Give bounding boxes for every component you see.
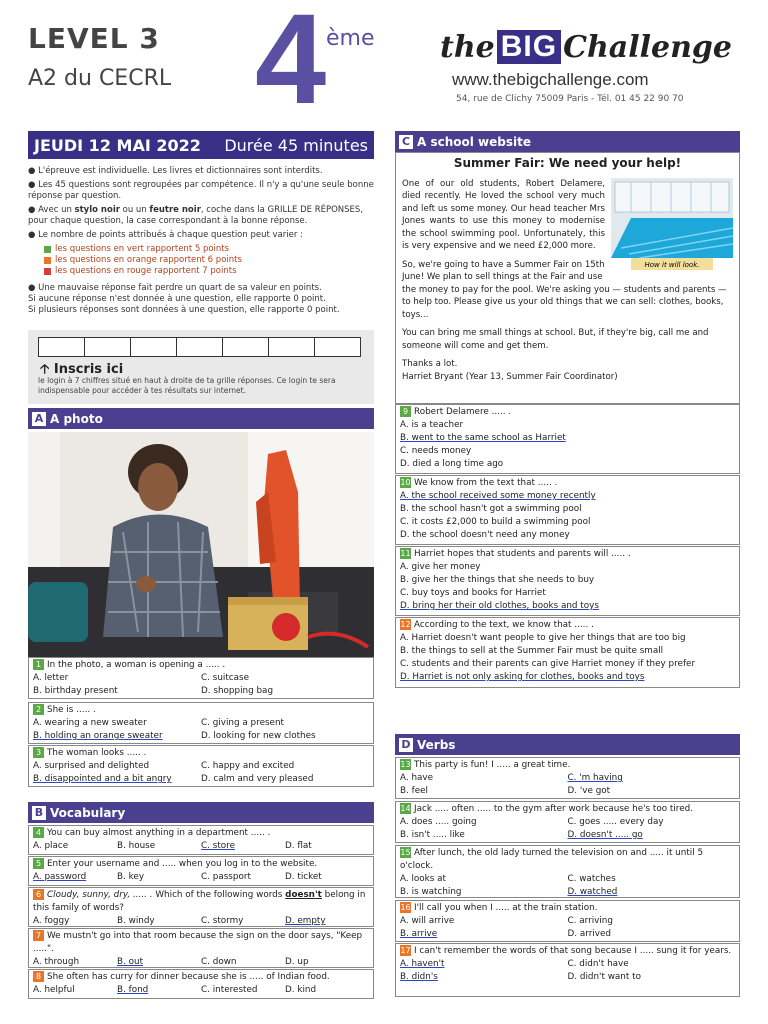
level-title: LEVEL 3 (28, 22, 160, 55)
answer-2b[interactable]: B. holding an orange sweater (33, 731, 163, 741)
question-1: 1 In the photo, a woman is opening a ..... . A. letter C. suitcase B. birthday present D. shopping bag (28, 657, 374, 699)
answer-14b[interactable]: B. isn't ..... like (400, 830, 465, 840)
answer-9b[interactable]: B. went to the same school as Harriet (400, 433, 566, 443)
answer-12a[interactable]: A. Harriet doesn't want people to give her things that are too big (400, 633, 686, 643)
answer-2c[interactable]: C. giving a present (201, 718, 284, 728)
answer-15c[interactable]: C. watches (567, 874, 616, 884)
article-paragraph-1: One of our old students, Robert Delamere, died recently. He loved the school very much and left us some money. Our head teacher Mrs Jones wants to use this money to modernise the school swimming pool. Unfortunately, this is very expensive and we need £2,000 more. (402, 178, 605, 251)
logo-big: BIG (497, 30, 561, 64)
exam-date: JEUDI 12 MAI 2022 (34, 135, 201, 155)
answer-1d[interactable]: D. shopping bag (201, 686, 274, 696)
answer-16c[interactable]: C. arriving (567, 916, 613, 926)
login-note: le login à 7 chiffres situé en haut à droite de ta grille réponses. Ce login te sera indispensable pour accéder à tes résultats sur internet. (38, 376, 336, 395)
grade-suffix: ème (326, 26, 375, 51)
question-6: 6 Cloudy, sunny, dry, ..... . Which of the following words doesn't belong in this family of words? A. foggy B. windy C. stormy D. empty (28, 887, 374, 927)
question-17: 17 I can't remember the words of that song because I ..... sung it for years. A. haven't C. didn't have B. didn's D. didn't want to (395, 943, 740, 997)
answer-5c[interactable]: C. passport (201, 872, 251, 882)
section-c-header: C A school website (395, 131, 740, 152)
answer-9d[interactable]: D. died a long time ago (400, 459, 504, 469)
answer-3a[interactable]: A. surprised and delighted (33, 761, 150, 771)
question-8: 8 She often has curry for dinner because she is ..... of Indian food. A. helpful B. fond C. interested D. kind (28, 969, 374, 999)
answer-3c[interactable]: C. happy and excited (201, 761, 295, 771)
answer-15b[interactable]: B. is watching (400, 887, 462, 897)
points-red: les questions en rouge rapportent 7 points (44, 266, 374, 277)
answer-9a[interactable]: A. is a teacher (400, 420, 464, 430)
answer-16d[interactable]: D. arrived (567, 929, 611, 939)
answer-7a[interactable]: A. through (33, 957, 80, 967)
login-digit-box[interactable] (268, 337, 315, 357)
answer-6a[interactable]: A. foggy (33, 916, 70, 926)
logo-the: the (440, 29, 495, 65)
login-title: 🡡 Inscris ici (40, 362, 124, 377)
article-title: Summer Fair: We need your help! (453, 156, 682, 170)
answer-9c[interactable]: C. needs money (400, 446, 472, 456)
rule-3: ● Avec un stylo noir ou un feutre noir, coche dans la GRILLE DE RÉPONSES, pour chaque question, la case correspondant à la bonne réponse. (28, 205, 364, 226)
pool-caption: How it will look. (644, 260, 700, 269)
rule-6: Si aucune réponse n'est donnée à une question, elle rapporte 0 point. (28, 294, 326, 304)
answer-14a[interactable]: A. does ..... going (400, 817, 477, 827)
question-7: 7 We mustn't go into that room because the sign on the door says, "Keep .....". A. through B. out C. down D. up (28, 928, 374, 968)
answer-7c[interactable]: C. down (201, 957, 237, 967)
question-4: 4 You can buy almost anything in a department ..... . A. place B. house C. store D. flat (28, 825, 374, 855)
answer-8d[interactable]: D. kind (285, 985, 317, 995)
login-panel (28, 330, 374, 404)
answer-6d[interactable]: D. empty (285, 916, 326, 926)
answer-4b[interactable]: B. house (117, 841, 156, 851)
rule-5: ● Une mauvaise réponse fait perdre un quart de sa valeur en points. (28, 283, 322, 293)
answer-16a[interactable]: A. will arrive (400, 916, 455, 926)
answer-6b[interactable]: B. windy (117, 916, 155, 926)
article-thanks: Thanks a lot. (402, 359, 458, 369)
answer-14c[interactable]: C. goes ..... every day (567, 817, 664, 827)
points-orange: les questions en orange rapportent 6 points (44, 255, 374, 266)
article-paragraph-3: You can bring me small things at school. But, if they're big, call me and someone will come and get them. (402, 328, 709, 351)
answer-10c[interactable]: C. it costs £2,000 to build a swimming pool (400, 517, 591, 527)
section-b-header: B Vocabulary (28, 802, 374, 823)
answer-12c[interactable]: C. students and their parents can give Harriet money if they prefer (400, 659, 696, 669)
question-12: 12 According to the text, we know that ..... . A. Harriet doesn't want people to give her things that are too big B. the things to sell at the Summer Fair must be quite small C. students and their parents can give Harriet money if they prefer D. Harriet is not only asking for clothes, books and toys (395, 617, 740, 688)
rule-1: ● L'épreuve est individuelle. Les livres et dictionnaires sont interdits. (28, 166, 323, 176)
logo-challenge: Challenge (563, 29, 732, 65)
question-13: 13 This party is fun! I ..... a great time. A. have C. 'm having B. feel D. 've got (395, 757, 740, 799)
answer-13a[interactable]: A. have (400, 773, 434, 783)
article-signature: Harriet Bryant (Year 13, Summer Fair Coordinator) (402, 371, 618, 382)
big-challenge-logo (440, 22, 732, 72)
answer-7b[interactable]: B. out (117, 957, 144, 967)
answer-7d[interactable]: D. up (285, 957, 309, 967)
login-digit-box[interactable] (84, 337, 131, 357)
question-3: 3 The woman looks ..... . A. surprised and delighted C. happy and excited B. disappointed and a bit angry D. calm and very pleased (28, 745, 374, 787)
answer-15d[interactable]: D. watched (567, 887, 618, 897)
answer-1b[interactable]: B. birthday present (33, 686, 118, 696)
answer-1a[interactable]: A. letter (33, 673, 69, 683)
answer-17d[interactable]: D. didn't want to (567, 972, 641, 982)
answer-12b[interactable]: B. the things to sell at the Summer Fair must be quite small (400, 646, 664, 656)
exam-date-bar (28, 131, 374, 159)
question-16: 16 I'll call you when I ..... at the train station. A. will arrive C. arriving B. arrive D. arrived (395, 900, 740, 942)
answer-13d[interactable]: D. 've got (567, 786, 611, 796)
login-boxes[interactable] (38, 337, 360, 357)
rule-4: ● Le nombre de points attribués à chaque question peut varier : (28, 230, 303, 240)
answer-11d[interactable]: D. bring her their old clothes, books and toys (400, 601, 599, 611)
login-digit-box[interactable] (38, 337, 85, 357)
answer-8c[interactable]: C. interested (201, 985, 258, 995)
exam-rules (28, 166, 374, 316)
answer-2a[interactable]: A. wearing a new sweater (33, 718, 147, 728)
rule-2: ● Les 45 questions sont regroupées par compétence. Il n'y a qu'une seule bonne réponse par question. (28, 180, 374, 201)
answer-17b[interactable]: B. didn's (400, 972, 438, 982)
section-a-header: A A photo (28, 408, 374, 429)
answer-17a[interactable]: A. haven't (400, 959, 445, 969)
answer-5d[interactable]: D. ticket (285, 872, 322, 882)
answer-3d[interactable]: D. calm and very pleased (201, 774, 314, 784)
answer-1c[interactable]: C. suitcase (201, 673, 250, 683)
answer-10d[interactable]: D. the school doesn't need any money (400, 530, 570, 540)
postal-address: 54, rue de Clichy 75009 Paris - Tél. 01 45 22 90 70 (456, 94, 684, 104)
rule-7: Si plusieurs réponses sont données à une question, elle rapporte 0 point. (28, 305, 340, 315)
school-website-article (395, 152, 740, 404)
login-digit-box[interactable] (314, 337, 361, 357)
points-green: les questions en vert rapportent 5 points (44, 244, 374, 255)
question-9: 9 Robert Delamere ..... . A. is a teacher B. went to the same school as Harriet C. needs money D. died a long time ago (395, 404, 740, 474)
exam-duration: Durée 45 minutes (224, 135, 368, 155)
pool-photo (611, 178, 733, 270)
answer-13c[interactable]: C. 'm having (567, 773, 623, 783)
article-paragraph-2: So, we're going to have a Summer Fair on 15th June! We plan to sell things at the Fair and use the money to pay for the pool. We're asking you — students and parents — to help too. Please give us your old things that we can sell: clothes, books, toys... (402, 259, 727, 320)
answer-17c[interactable]: C. didn't have (567, 959, 629, 969)
question-14: 14 Jack ..... often ..... to the gym after work because he's too tired. A. does ..... going C. goes ..... every day B. isn't ..... like D. doesn't ..... go (395, 801, 740, 843)
login-digit-box[interactable] (222, 337, 269, 357)
answer-8a[interactable]: A. helpful (33, 985, 75, 995)
arrow-up-icon: 🡡 (40, 362, 50, 377)
grade-number: 4 (255, 0, 327, 131)
answer-6c[interactable]: C. stormy (201, 916, 244, 926)
answer-14d[interactable]: D. doesn't ..... go (567, 830, 643, 840)
answer-15a[interactable]: A. looks at (400, 874, 446, 884)
login-digit-box[interactable] (130, 337, 177, 357)
answer-8b[interactable]: B. fond (117, 985, 149, 995)
section-d-header: D Verbs (395, 734, 740, 755)
answer-13b[interactable]: B. feel (400, 786, 428, 796)
question-11: 11 Harriet hopes that students and parents will ..... . A. give her money B. give her the things that she needs to buy C. buy toys and books for Harriet D. bring her their old clothes, books and toys (395, 546, 740, 616)
answer-4d[interactable]: D. flat (285, 841, 312, 851)
question-2: 2 She is ..... . A. wearing a new sweater C. giving a present B. holding an orange sweater D. looking for new clothes (28, 702, 374, 744)
answer-16b[interactable]: B. arrive (400, 929, 438, 939)
answer-12d[interactable]: D. Harriet is not only asking for clothes, books and toys (400, 672, 645, 682)
question-5: 5 Enter your username and ..... when you log in to the website. A. password B. key C. passport D. ticket (28, 856, 374, 886)
website-url[interactable]: www.thebigchallenge.com (452, 70, 649, 89)
answer-10b[interactable]: B. the school hasn't got a swimming pool (400, 504, 582, 514)
answer-5b[interactable]: B. key (117, 872, 145, 882)
cecrl-label: A2 du CECRL (28, 66, 172, 91)
question-10: 10 We know from the text that ..... . A. the school received some money recently B. the school hasn't got a swimming pool C. it costs £2,000 to build a swimming pool D. the school doesn't need any money (395, 475, 740, 545)
answer-4a[interactable]: A. place (33, 841, 69, 851)
photo-woman-opening-present (28, 432, 374, 657)
answer-2d[interactable]: D. looking for new clothes (201, 731, 316, 741)
answer-11a[interactable]: A. give her money (400, 562, 481, 572)
login-digit-box[interactable] (176, 337, 223, 357)
answer-4c[interactable]: C. store (201, 841, 235, 851)
question-15: 15 After lunch, the old lady turned the television on and ..... it until 5 o'clock. A. looks at C. watches B. is watching D. watched (395, 845, 740, 898)
answer-10a[interactable]: A. the school received some money recently (400, 491, 596, 501)
answer-5a[interactable]: A. password (33, 872, 87, 882)
answer-3b[interactable]: B. disappointed and a bit angry (33, 774, 172, 784)
answer-11c[interactable]: C. buy toys and books for Harriet (400, 588, 546, 598)
answer-11b[interactable]: B. give her the things that she needs to buy (400, 575, 595, 585)
